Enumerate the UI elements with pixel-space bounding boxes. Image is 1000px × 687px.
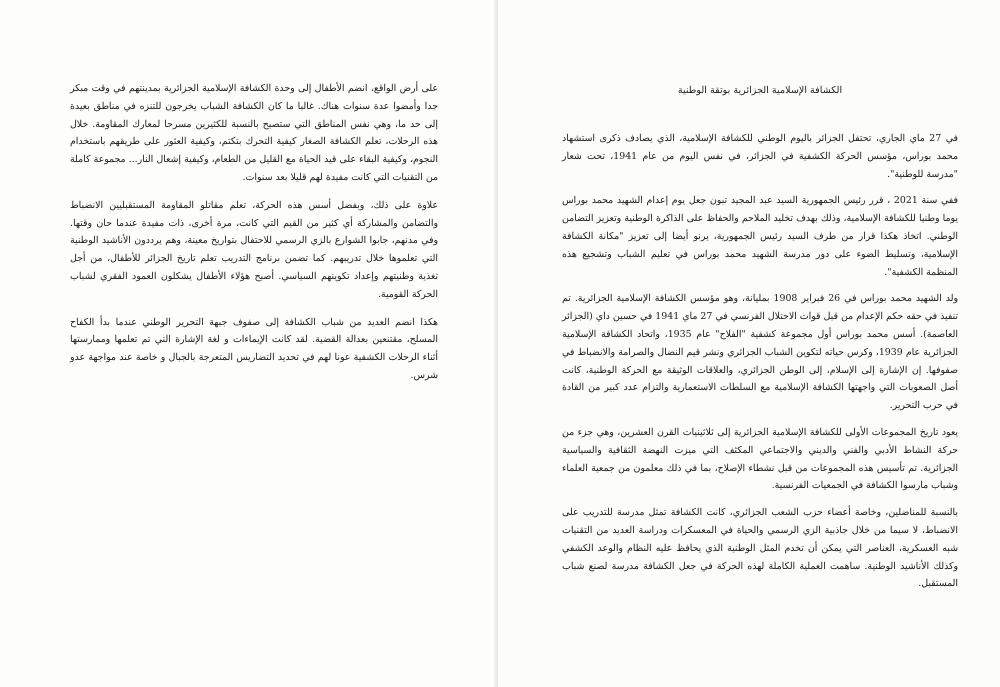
paragraph: بالنسبة للمناضلين، وخاصة أعضاء حزب الشعب الجزائري، كانت الكشافة تمثل مدرسة للتدريب على الانضباط، لا سيما من خلال جاذبية الزي الرسمي والحياة في المعسكرات ودراسة العديد من التقنيات شبه العسكرية، العناصر التي يمكن أن تخدم المثل الوطنية الذي يحافظ عليه النظام والوعد الكشفي وكذلك الأناشيد الوطنية. ساهمت العملية الكاملة لهذه الحركة في جعل الكشافة مدرسة لصنع شباب المستقبل.	[562, 507, 958, 590]
right-page-text	[562, 130, 958, 602]
paragraph: يعود تاريخ المجموعات الأولى للكشافة الإسلامية الجزائرية إلى ثلاثينيات القرن العشرين، وهي جزء من حركة النشاط الأدبي والفني والديني والاجتماعي المكثف التي ميزت النهضة الثقافية والسياسية الجزائرية. تم تأسيس هذه المجموعات من قبل نشطاء الإصلاح، بما في ذلك معلمون من جمعية العلماء وشباب مارسوا الكشافة في الجمعيات الفرنسية.	[562, 426, 958, 492]
paragraph: ففي سنة 2021 ، قرر رئيس الجمهورية السيد عبد المجيد تبون جعل يوم إعدام الشهيد محمد بوراس يوما وطنيا للكشافة الإسلامية، وذلك بهدف تخليد الملاحم والحفاظ على الذاكرة الوطنية وتعزيز التضامن الوطني. اتخاذ هكذا قرار من طرف السيد رئيس الجمهورية، يرنو أيضا إلى تعزيز "مكانة الكشافة الإسلامية، وتسليط الضوء على دور مدرسة الشهيد محمد بوراس في تعليم الشباب وتشجيع هذه المنظمة الكشفية".	[562, 195, 958, 278]
paragraph: ولد الشهيد محمد بوراس في 26 فبراير 1908 بمليانة، وهو مؤسس الكشافة الإسلامية الجزائرية. تم تنفيذ في حقه حكم الإعدام من قبل قوات الاحتلال الفرنسي في 27 ماي 1941 في حسين داي (الجزائر العاصمة). أسس محمد بوراس أول مجموعة كشفية "الفلاح" عام 1935، واتحاد الكشافة الإسلامية الجزائرية عام 1939، وكرس حياته لتكوين الشباب الجزائري ونشر قيم النضال والصرامة والانضباط في صفوفها. إن الإشارة إلى الإسلام، إلى الوطن الجزائري، والعلاقات الوثيقة مع الحركة الوطنية، كانت أصل الصعوبات التي واجهتها الكشافة الإسلامية مع السلطات الاستعمارية والتزام عدد كبير من القادة في حرب التحرير.	[562, 293, 959, 412]
paragraph: علاوة على ذلك، وبفضل أسس هذه الحركة، تعلم مقاتلو المقاومة المستقبليين الانضباط والتضامن والمشاركة أي كثير من القيم التي كانت، مرة أخرى، ذات مفيدة عندما حان وقتها. وفي مدنهم، جابوا الشوارع بالزي الرسمي للاحتفال بتواريخ معينة، وهم يرددون الأناشيد الوطنية التي تعلموها خلال تدريبهم. كما تضمن برنامج التدريب تعلم تاريخ الجزائر للأطفال، من أجل تغذية وطنيتهم وإعداد تكوينهم السياسي. أصبح هؤلاء الأطفال يشكلون العمود الفقري لشباب الحركة القومية.	[70, 199, 438, 300]
paragraph: على أرض الواقع، انضم الأطفال إلى وحدة الكشافة الإسلامية الجزائرية بمدينتهم في وقت مبكر جدا وأمضوا عدة سنوات هناك. غالبا ما كان الكشافة الشباب يخرجون للتنزه في مناطق بعيدة إلى حد ما، وهي نفس المناطق التي ستصبح بالنسبة للكثيرين مسرحا لمعارك المقاومة. خلال هذه الرحلات، تعلم الكشافة الصغار كيفية التحرك بتكتم، وكيفية العثور على طريقهم باستخدام النجوم، وكيفية البقاء على قيد الحياة مع القليل من الطعام، وكيفية إشعال النار... مجموعة كاملة من التقنيات التي كانت مفيدة لهم قليلا بعد سنوات.	[70, 83, 438, 183]
left-page-text	[70, 80, 438, 395]
left-page	[0, 0, 498, 687]
right-page	[498, 0, 1000, 687]
paragraph: في 27 ماي الجاري، تحتفل الجزائر باليوم الوطني للكشافة الإسلامية، الذي يصادف ذكرى استشهاد محمد بوراس، مؤسس الحركة الكشفية في الجزائر، في نفس اليوم من عام 1941، تحت شعار "مدرسة للوطنية".	[562, 133, 958, 180]
paragraph: هكذا انضم العديد من شباب الكشافة إلى صفوف جبهة التحرير الوطني عندما بدأ الكفاح المسلح، مقتنعين بعدالة القضية. لقد كانت الإيماءات و لغة الإشارة التي تم تعلمها وممارستها أثناء الرحلات الكشفية عونا لهم في تحديد التضاريس المتعرجة بالجبال و خاصة عند مواجهة عدو شرس.	[70, 316, 438, 381]
article-title: الكشافة الإسلامية الجزائرية بوتقة الوطنية	[677, 85, 843, 96]
